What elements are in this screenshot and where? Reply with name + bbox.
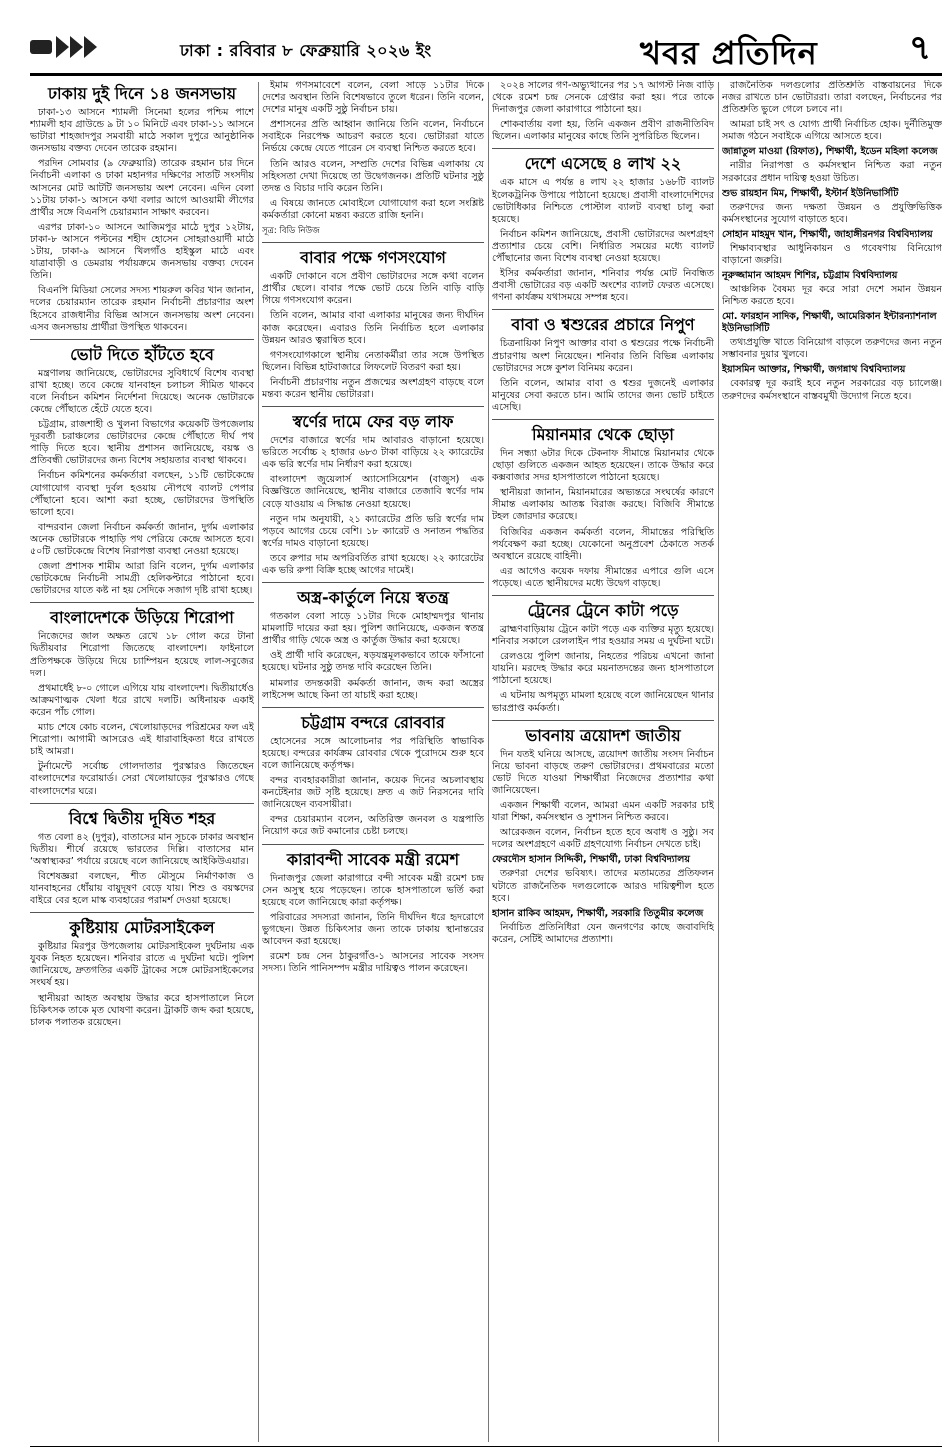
article-paragraph: রেলওয়ে পুলিশ জানায়, নিহতের পরিচয় এখনো জানা যায়নি। মরদেহ উদ্ধার করে ময়নাতদন্তের জন্য হাসপাতালে পাঠানো হয়েছে। xyxy=(492,651,714,687)
headline-myanmar: মিয়ানমার থেকে ছোড়া xyxy=(532,424,674,444)
article-paragraph: এরপর ঢাকা-১০ আসনে আজিমপুর মাঠে দুপুর ১২টায়, ঢাকা-৮ আসনে পল্টনের শহীদ হোসেন সোহরাওয়ার্দী মাঠে ১টায়, ঢাকা-৯ আসনে খিলগাঁও হাইস্কুল মাঠে এবং যাত্রাবাড়ী ও ডেমরায় পর্যায়ক্রমে জনসভায় বক্তব্য দেবেন তিনি। xyxy=(30,221,254,282)
article-paragraph: এ বিষয়ে জানতে মোবাইলে যোগাযোগ করা হলে সংশ্লিষ্ট কর্মকর্তারা কোনো মন্তব্য করতে রাজি হননি। xyxy=(262,197,484,221)
article-paragraph: স্থানীয়রা জানান, মিয়ানমারের অভ্যন্তরে সংঘর্ষের কারণে সীমান্ত এলাকায় আতঙ্ক বিরাজ করছে। বিজিবি সীমান্তে টহল জোরদার করেছে। xyxy=(492,487,714,523)
byline: সোহান মাহমুদ খান, শিক্ষার্থী, জাহাঙ্গীরনগর বিশ্ববিদ্যালয় xyxy=(722,228,933,240)
divider xyxy=(30,602,254,603)
column-4 xyxy=(722,80,942,1440)
article-paragraph: আরেকজন বলেন, নির্বাচন হতে হবে অবাধ ও সুষ্ঠু। সব দলের অংশগ্রহণে একটি গ্রহণযোগ্য নির্বাচন দেখতে চাই। xyxy=(492,827,714,851)
article-paragraph: ২০২৪ সালের গণ-অভ্যুত্থানের পর ১৭ আগস্ট নিজ বাড়ি থেকে রমেশ চন্দ্র সেনকে গ্রেপ্তার করা হয়। পরে তাকে দিনাজপুর জেলা কারাগারে পাঠানো হয়। xyxy=(492,80,714,116)
headline-ramesh: কারাবন্দী সাবেক মন্ত্রী রমেশ xyxy=(286,849,460,869)
article-paragraph: তথ্যপ্রযুক্তি খাতে বিনিয়োগ বাড়লে তরুণদের জন্য নতুন সম্ভাবনার দুয়ার খুলবে। xyxy=(722,337,942,361)
article-paragraph: তিনি আরও বলেন, সম্প্রতি দেশের বিভিন্ন এলাকায় যে সহিংসতা দেখা দিয়েছে তা উদ্বেগজনক। প্রতিটি ঘটনার সুষ্ঠু তদন্ত ও বিচার দাবি করেন তিনি। xyxy=(262,158,484,194)
article-paragraph: দেশের বাজারে স্বর্ণের দাম আবারও বাড়ানো হয়েছে। ভরিতে সর্বোচ্চ ২ হাজার ৬৮৩ টাকা বাড়িয়ে ২২ ক্যারেটের এক ভরি স্বর্ণের দাম নির্ধারণ করা হয়েছে। xyxy=(262,435,484,471)
article-paragraph: তবে রুপার দাম অপরিবর্তিত রাখা হয়েছে। ২২ ক্যারেটের এক ভরি রুপা বিক্রি হচ্ছে আগের দামেই। xyxy=(262,552,484,576)
divider xyxy=(262,242,484,243)
article-paragraph: এর আগেও কয়েক দফায় সীমান্তের এপারে গুলি এসে পড়েছে। এতে স্থানীয়দের মধ্যে উদ্বেগ বাড়ছে। xyxy=(492,565,714,589)
article-paragraph: গণসংযোগকালে স্থানীয় নেতাকর্মীরা তার সঙ্গে উপস্থিত ছিলেন। বিভিন্ন হাটবাজারে লিফলেট বিতরণ করা হয়। xyxy=(262,349,484,373)
article-paragraph: ওই প্রার্থী দাবি করেছেন, ষড়যন্ত্রমূলকভাবে তাকে ফাঁসানো হয়েছে। ঘটনার সুষ্ঠু তদন্ত দাবি করেছেন তিনি। xyxy=(262,650,484,674)
headline-thirteenth: ভাবনায় ত্রয়োদশ জাতীয় xyxy=(525,725,681,745)
masthead xyxy=(0,0,945,80)
divider xyxy=(262,582,484,583)
article-paragraph: মামলার তদন্তকারী কর্মকর্তা জানান, জব্দ করা অস্ত্রের লাইসেন্স আছে কিনা তা যাচাই করা হচ্ছে। xyxy=(262,677,484,701)
article-paragraph: বাংলাদেশ জুয়েলার্স অ্যাসোসিয়েশন (বাজুস) এক বিজ্ঞপ্তিতে জানিয়েছে, স্থানীয় বাজারে তেজাবি স্বর্ণের দাম বেড়ে যাওয়ায় এ সিদ্ধান্ত নেওয়া হয়েছে। xyxy=(262,474,484,510)
article-paragraph: রাজনৈতিক দলগুলোর প্রতিশ্রুতি বাস্তবায়নের দিকে নজর রাখতে চান ভোটাররা। তারা বলছেন, নির্বাচনের পর প্রতিশ্রুতি ভুলে গেলে চলবে না। xyxy=(722,80,942,116)
byline: শুভ রায়হান মিম, শিক্ষার্থী, ইস্টার্ন ইউনিভার্সিটি xyxy=(722,187,899,199)
masthead-rule xyxy=(30,73,942,76)
article-paragraph: বিজিবির একজন কর্মকর্তা বলেন, সীমান্তের পরিস্থিতি পর্যবেক্ষণ করা হচ্ছে। যেকোনো অনুপ্রবেশ ঠেকাতে সতর্ক অবস্থানে রয়েছে বাহিনী। xyxy=(492,526,714,562)
divider xyxy=(492,309,714,310)
article-paragraph: দিন যতই ঘনিয়ে আসছে, ত্রয়োদশ জাতীয় সংসদ নির্বাচন নিয়ে ভাবনা বাড়ছে তরুণ ভোটারদের। প্রথমবারের মতো ভোট দিতে যাওয়া শিক্ষার্থীরা নিজেদের প্রত্যাশার কথা জানিয়েছেন। xyxy=(492,748,714,796)
headline-dhaka: ঢাকায় দুই দিনে ১৪ জনসভায় xyxy=(47,84,237,103)
divider xyxy=(492,148,714,149)
article-paragraph: পরদিন সোমবার (৯ ফেব্রুয়ারি) তারেক রহমান চার দিনে নির্বাচনী এলাকা ও ঢাকা মহানগর দক্ষিণের সাতটি সংসদীয় আসনের মোট আটটি জনসভায় অংশ নেবেন। এদিন বেলা ১১টায় ঢাকা-১ আসনে কথা বলার আগে আওয়ামী লীগের প্রার্থীর সঙ্গে বিএনপি চেয়ারম্যান সাক্ষাৎ করবেন। xyxy=(30,158,254,218)
divider xyxy=(30,912,254,913)
column-1 xyxy=(30,80,254,1440)
headline-arms: অস্ত্র-কার্তুলে নিয়ে স্বতন্ত্র xyxy=(297,588,449,608)
article-paragraph: তরুণদের জন্য দক্ষতা উন্নয়ন ও প্রযুক্তিভিত্তিক কর্মসংস্থানের সুযোগ বাড়াতে হবে। xyxy=(722,201,942,225)
source-credit: সূত্র: বিডি নিউজ xyxy=(262,226,320,237)
divider xyxy=(262,707,484,708)
byline: মো. ফারহান সাদিক, শিক্ষার্থী, আমেরিকান ইন্টারন্যাশনাল ইউনিভার্সিটি xyxy=(722,311,937,335)
headline-trophy: বাংলাদেশকে উড়িয়ে শিরোপা xyxy=(50,608,234,628)
article-paragraph: শিক্ষাব্যবস্থার আধুনিকায়ন ও গবেষণায় বিনিয়োগ বাড়ানো জরুরি। xyxy=(722,242,942,266)
article-paragraph: নতুন দাম অনুযায়ী, ২১ ক্যারেটের প্রতি ভরি স্বর্ণের দাম পড়বে আগের চেয়ে বেশি। ১৮ ক্যারেট ও সনাতন পদ্ধতির স্বর্ণের দামও বাড়ানো হয়েছে। xyxy=(262,513,484,549)
article-paragraph: দিন সন্ধ্যা ৬টার দিকে টেকনাফ সীমান্তে মিয়ানমার থেকে ছোড়া গুলিতে একজন আহত হয়েছেন। তাকে উদ্ধার করে কক্সবাজার সদর হাসপাতালে পাঠানো হয়েছে। xyxy=(492,447,714,484)
article-paragraph: তিনি বলেন, আমার বাবা ও শ্বশুর দুজনেই এলাকার মানুষের সেবা করতে চান। আমি তাদের জন্য ভোট চাইতে এসেছি। xyxy=(492,377,714,413)
article-paragraph: আমরা চাই সৎ ও যোগ্য প্রার্থী নির্বাচিত হোক। দুর্নীতিমুক্ত সমাজ গঠনে সবাইকে এগিয়ে আসতে হবে। xyxy=(722,119,942,143)
article-paragraph: নির্বাচন কমিশনের কর্মকর্তারা বলছেন, ১১টি ভোটকেন্দ্রে যোগাযোগ ব্যবস্থা দুর্বল হওয়ায় নৌপথে ব্যালট পেপার পৌঁছানো হবে। আশা করা হচ্ছে, ভোটারদের উপস্থিতি ভালো হবে। xyxy=(30,470,254,518)
divider xyxy=(262,406,484,407)
article-paragraph: বিশেষজ্ঞরা বলছেন, শীত মৌসুমে নির্মাণকাজ ও যানবাহনের ধোঁয়ায় বায়ুদূষণ বেড়ে যায়। শিশু ও বয়স্কদের বাইরে বের হলে মাস্ক ব্যবহারের পরামর্শ দেওয়া হয়েছে। xyxy=(30,870,254,907)
arrow-decoration-icon xyxy=(30,34,102,60)
article-paragraph: ম্যাচ শেষে কোচ বলেন, খেলোয়াড়দের পরিশ্রমের ফল এই শিরোপা। আগামী আসরেও এই ধারাবাহিকতা ধরে রাখতে চাই আমরা। xyxy=(30,722,254,758)
headline-country: দেশে এসেছে ৪ লাখ ২২ xyxy=(524,154,682,174)
article-paragraph: নির্বাচিত প্রতিনিধিরা যেন জনগণের কাছে জবাবদিহি করেন, সেটিই আমাদের প্রত্যাশা। xyxy=(492,921,714,945)
article-paragraph: গতকাল বেলা সাড়ে ১১টার দিকে মোহাম্মদপুর থানায় মামলাটি দায়ের করা হয়। পুলিশ জানিয়েছে, একজন স্বতন্ত্র প্রার্থীর গাড়ি থেকে অস্ত্র ও কার্তুজ উদ্ধার করা হয়েছে। xyxy=(262,611,484,647)
article-paragraph: নির্বাচনী প্রচারণায় নতুন প্রজন্মের অংশগ্রহণ বাড়ছে বলে মন্তব্য করেন স্থানীয় ভোটাররা। xyxy=(262,376,484,400)
article-paragraph: কুষ্টিয়ার মিরপুর উপজেলায় মোটরসাইকেল দুর্ঘটনায় এক যুবক নিহত হয়েছেন। শনিবার রাতে এ দুর্ঘটনা ঘটে। পুলিশ জানিয়েছে, দ্রুতগতির একটি ট্রাকের সঙ্গে মোটরসাইকেলের সংঘর্ষ হয়। xyxy=(30,941,254,989)
headline-father-campaign: বাবার পক্ষে গণসংযোগ xyxy=(300,248,446,268)
divider xyxy=(30,803,254,804)
article-paragraph: আঞ্চলিক বৈষম্য দূর করে সারা দেশে সমান উন্নয়ন নিশ্চিত করতে হবে। xyxy=(722,284,942,308)
article-paragraph: ঢাকা-১৩ আসনে শ্যামলী সিনেমা হলের পশ্চিম পাশে শ্যামলী হাব গ্রাউন্ডে ৯ টা ১০ মিনিটে এবং ঢাকা-১১ আসনে ভাটারা শাহজাদপুর সমবায়ী মাঠে সকাল দুপুরে আনুষ্ঠানিক জনসভায় বক্তব্য দেবেন তারেক রহমান। xyxy=(30,107,254,155)
article-paragraph: নিজেদের জাল অক্ষত রেখে ১৮ গোল করে টানা দ্বিতীয়বার শিরোপা জিতেছে বাংলাদেশ। ফাইনালে প্রতিপক্ষকে উড়িয়ে দিয়ে চ্যাম্পিয়ন হয়েছে লাল-সবুজের দল। xyxy=(30,631,254,679)
article-paragraph: প্রশাসনের প্রতি আহ্বান জানিয়ে তিনি বলেন, নির্বাচনে সবাইকে নিরপেক্ষ আচরণ করতে হবে। ভোটাররা যাতে নির্ভয়ে কেন্দ্রে যেতে পারেন সে ব্যবস্থা নিশ্চিত করতে হবে। xyxy=(262,119,484,155)
column-divider xyxy=(718,82,719,1442)
divider xyxy=(262,844,484,845)
article-paragraph: নির্বাচন কমিশন জানিয়েছে, প্রবাসী ভোটারদের অংশগ্রহণ প্রত্যাশার চেয়ে বেশি। নির্ধারিত সময়ের মধ্যে ব্যালট পৌঁছানোর জন্য বিশেষ ব্যবস্থা নেওয়া হয়েছে। xyxy=(492,228,714,265)
article-paragraph: একটি দোকানে বসে প্রবীণ ভোটারদের সঙ্গে কথা বলেন প্রার্থীর ছেলে। বাবার পক্ষে ভোট চেয়ে তিনি বাড়ি বাড়ি গিয়ে গণসংযোগ করেন। xyxy=(262,271,484,307)
article-paragraph: জেলা প্রশাসক শামীম আরা রিনি বলেন, দুর্গম এলাকার ভোটকেন্দ্রে নির্বাচনী সামগ্রী হেলিকপ্টারে পাঠানো হবে। ভোটারদের যাতে কষ্ট না হয় সেদিকে সজাগ দৃষ্টি রাখা হচ্ছে। xyxy=(30,561,254,597)
headline-nipun: বাবা ও শ্বশুরের প্রচারে নিপুণ xyxy=(511,315,695,335)
article-paragraph: নারীর নিরাপত্তা ও কর্মসংস্থান নিশ্চিত করা নতুন সরকারের প্রধান দায়িত্ব হওয়া উচিত। xyxy=(722,160,942,184)
headline-gold: স্বর্ণের দামে ফের বড় লাফ xyxy=(292,412,454,432)
column-divider xyxy=(488,82,489,1442)
article-paragraph: দিনাজপুর জেলা কারাগারে বন্দী সাবেক মন্ত্রী রমেশ চন্দ্র সেন অসুস্থ হয়ে পড়েছেন। তাকে হাসপাতালে ভর্তি করা হয়েছে বলে জানিয়েছে কারা কর্তৃপক্ষ। xyxy=(262,872,484,908)
article-paragraph: এক মাসে এ পর্যন্ত ৪ লাখ ২২ হাজার ১৬৮টি ব্যালট ইলেকট্রনিক উপায়ে পাঠানো হয়েছে। প্রবাসী বাংলাদেশিদের ভোটাধিকার নিশ্চিতে পোস্টাল ব্যালট ব্যবস্থা চালু করা হয়েছে। xyxy=(492,177,714,225)
article-paragraph: টুর্নামেন্টে সর্বোচ্চ গোলদাতার পুরস্কারও জিতেছেন বাংলাদেশের ফরোয়ার্ড। সেরা খেলোয়াড়ের পুরস্কারও গেছে বাংলাদেশের ঘরে। xyxy=(30,761,254,797)
article-paragraph: এ ঘটনায় অপমৃত্যু মামলা হয়েছে বলে জানিয়েছেন থানার ভারপ্রাপ্ত কর্মকর্তা। xyxy=(492,690,714,714)
page-number: ৭ xyxy=(908,28,932,68)
article-paragraph: চট্টগ্রাম, রাজশাহী ও খুলনা বিভাগের কয়েকটি উপজেলায় দূরবর্তী চরাঞ্চলের ভোটারদের কেন্দ্রে পৌঁছাতে দীর্ঘ পথ পাড়ি দিতে হবে। স্থানীয় প্রশাসন জানিয়েছে, বয়স্ক ও প্রতিবন্ধী ভোটারদের জন্য বিশেষ সহায়তার ব্যবস্থা থাকবে। xyxy=(30,419,254,467)
article-paragraph: স্থানীয়রা আহত অবস্থায় উদ্ধার করে হাসপাতালে নিলে চিকিৎসক তাকে মৃত ঘোষণা করেন। ট্রাকটি জব্দ করা হয়েছে, চালক পলাতক রয়েছেন। xyxy=(30,992,254,1028)
article-paragraph: বেকারত্ব দূর করাই হবে নতুন সরকারের বড় চ্যালেঞ্জ। তরুণদের কর্মসংস্থানে বাস্তবমুখী উদ্যোগ নিতে হবে। xyxy=(722,378,942,402)
byline: ফেরদৌস হাসান সিদ্দিকী, শিক্ষার্থী, ঢাকা বিশ্ববিদ্যালয় xyxy=(492,854,690,866)
article-paragraph: পরিবারের সদস্যরা জানান, তিনি দীর্ঘদিন ধরে হৃদরোগে ভুগছেন। উন্নত চিকিৎসার জন্য তাকে ঢাকায় স্থানান্তরের আবেদন করা হয়েছে। xyxy=(262,911,484,947)
headline-train: ট্রেনের ট্রেনে কাটা পড়ে xyxy=(527,601,679,620)
divider xyxy=(492,595,714,596)
article-paragraph: ব্রাহ্মণবাড়িয়ায় ট্রেনে কাটা পড়ে এক ব্যক্তির মৃত্যু হয়েছে। শনিবার সকালে রেললাইন পার হওয়ার সময় এ দুর্ঘটনা ঘটে। xyxy=(492,624,714,648)
byline: নূরুজ্জামান আহমদ শিশির, চট্টগ্রাম বিশ্ববিদ্যালয় xyxy=(722,270,898,282)
article-paragraph: বিএনপি মিডিয়া সেলের সদস্য শায়রুল কবির খান জানান, দলের চেয়ারম্যান তারেক রহমান নির্বাচনী প্রচারণার অংশ হিসেবে রাজধানীর বিভিন্ন আসনে জনসভায় অংশ নেবেন। এসব জনসভায় প্রার্থীরা উপস্থিত থাকবেন। xyxy=(30,285,254,333)
newspaper-logo: খবর প্রতিদিন xyxy=(640,34,818,72)
divider xyxy=(492,419,714,420)
article-paragraph: গত বেলা ৪২ (দুপুর), বাতাসের মান সূচকে ঢাকার অবস্থান দ্বিতীয়। শীর্ষে রয়েছে ভারতের দিল্লি। বাতাসের মান ‘অস্বাস্থ্যকর’ পর্যায়ে রয়েছে বলে জানিয়েছে আইকিউএয়ার। xyxy=(30,831,254,867)
article-paragraph: মন্ত্রণালয় জানিয়েছে, ভোটারদের সুবিধার্থে বিশেষ ব্যবস্থা রাখা হচ্ছে। তবে কেন্দ্রে যানবাহন চলাচল সীমিত থাকবে বলে নির্বাচন কমিশন নির্দেশনা দিয়েছে। অনেক ভোটারকে কেন্দ্রে পৌঁছাতে হেঁটে যেতে হবে। xyxy=(30,367,254,415)
article-paragraph: তরুণরা দেশের ভবিষ্যৎ। তাদের মতামতের প্রতিফলন ঘটাতে রাজনৈতিক দলগুলোকে আরও দায়িত্বশীল হতে হবে। xyxy=(492,868,714,904)
article-paragraph: হোসেনের সঙ্গে আলোচনার পর পরিস্থিতি স্বাভাবিক হয়েছে। বন্দরের কার্যক্রম রোববার থেকে পুরোদমে শুরু হবে বলে জানিয়েছে কর্তৃপক্ষ। xyxy=(262,735,484,771)
article-paragraph: তিনি বলেন, আমার বাবা এলাকার মানুষের জন্য দীর্ঘদিন কাজ করেছেন। এবারও তিনি নির্বাচিত হলে এলাকার উন্নয়ন আরও ত্বরান্বিত হবে। xyxy=(262,310,484,346)
divider xyxy=(30,339,254,340)
byline: ইয়াসমিন আক্তার, শিক্ষার্থী, জগন্নাথ বিশ্ববিদ্যালয় xyxy=(722,364,906,376)
column-3 xyxy=(492,80,714,1440)
column-divider xyxy=(258,82,259,1442)
article-paragraph: চিত্রনায়িকা নিপুণ আক্তার বাবা ও শ্বশুরের পক্ষে নির্বাচনী প্রচারণায় অংশ নিয়েছেন। শনিবার তিনি বিভিন্ন এলাকায় ভোটারদের সঙ্গে কুশল বিনিময় করেন। xyxy=(492,338,714,374)
article-paragraph: প্রথমার্ধেই ৮-০ গোলে এগিয়ে যায় বাংলাদেশ। দ্বিতীয়ার্ধেও আক্রমণাত্মক খেলা ধরে রাখে দলটি। অধিনায়ক একাই করেন পাঁচ গোল। xyxy=(30,682,254,718)
article-paragraph: শোকবার্তায় বলা হয়, তিনি একজন প্রবীণ রাজনীতিবিদ ছিলেন। এলাকার মানুষের কাছে তিনি সুপরিচিত ছিলেন। xyxy=(492,119,714,143)
article-paragraph: একজন শিক্ষার্থী বলেন, আমরা এমন একটি সরকার চাই যারা শিক্ষা, কর্মসংস্থান ও সুশাসন নিশ্চিত করবে। xyxy=(492,800,714,824)
bottom-rule xyxy=(30,1446,942,1447)
byline: হাসান রাকিব আহমদ, শিক্ষার্থী, সরকারি তিতুমীর কলেজ xyxy=(492,907,704,919)
article-paragraph: বন্দর ব্যবহারকারীরা জানান, কয়েক দিনের অচলাবস্থায় কনটেইনার জট সৃষ্টি হয়েছে। দ্রুত এ জট নিরসনের দাবি জানিয়েছেন ব্যবসায়ীরা। xyxy=(262,775,484,811)
article-paragraph: বান্দরবান জেলা নির্বাচন কর্মকর্তা জানান, দুর্গম এলাকার অনেক ভোটারকে পাহাড়ি পথ পেরিয়ে কেন্দ্রে আসতে হবে। ৫০টি ভোটকেন্দ্রে বিশেষ নিরাপত্তা ব্যবস্থা নেওয়া হয়েছে। xyxy=(30,521,254,557)
headline-vote: ভোট দিতে হাঁটতে হবে xyxy=(70,344,214,364)
article-paragraph: ইমাম গণসমাবেশে বলেন, বেলা সাড়ে ১১টার দিকে দেশের অবস্থান তিনি বিশেষভাবে তুলে ধরেন। তিনি বলেন, দেশের মানুষ একটি সুষ্ঠু নির্বাচন চায়। xyxy=(262,80,484,116)
headline-kushtia: কুষ্টিয়ায় মোটরসাইকেল xyxy=(69,918,215,938)
article-paragraph: রমেশ চন্দ্র সেন ঠাকুরগাঁও-১ আসনের সাবেক সংসদ সদস্য। তিনি পানিসম্পদ মন্ত্রীর দায়িত্বও পালন করেছেন। xyxy=(262,951,484,975)
dateline: ঢাকা : রবিবার ৮ ফেব্রুয়ারি ২০২৬ ইং xyxy=(180,41,432,60)
column-2 xyxy=(262,80,484,1440)
article-paragraph: ইসির কর্মকর্তারা জানান, শনিবার পর্যন্ত মোট নিবন্ধিত প্রবাসী ভোটারের বড় একটি অংশের ব্যালট ফেরত এসেছে। গণনা কার্যক্রম যথাসময়ে সম্পন্ন হবে। xyxy=(492,268,714,304)
divider xyxy=(492,720,714,721)
article-paragraph: বন্দর চেয়ারম্যান বলেন, অতিরিক্ত জনবল ও যন্ত্রপাতি নিয়োগ করে জট কমানোর চেষ্টা চলছে। xyxy=(262,814,484,838)
headline-port: চট্টগ্রাম বন্দরে রোববার xyxy=(301,712,445,732)
byline: জান্নাতুল মাওয়া (রিফাত), শিক্ষার্থী, ইডেন মহিলা কলেজ xyxy=(722,146,938,158)
headline-polluted: বিশ্বে দ্বিতীয় দূষিত শহর xyxy=(68,808,216,828)
